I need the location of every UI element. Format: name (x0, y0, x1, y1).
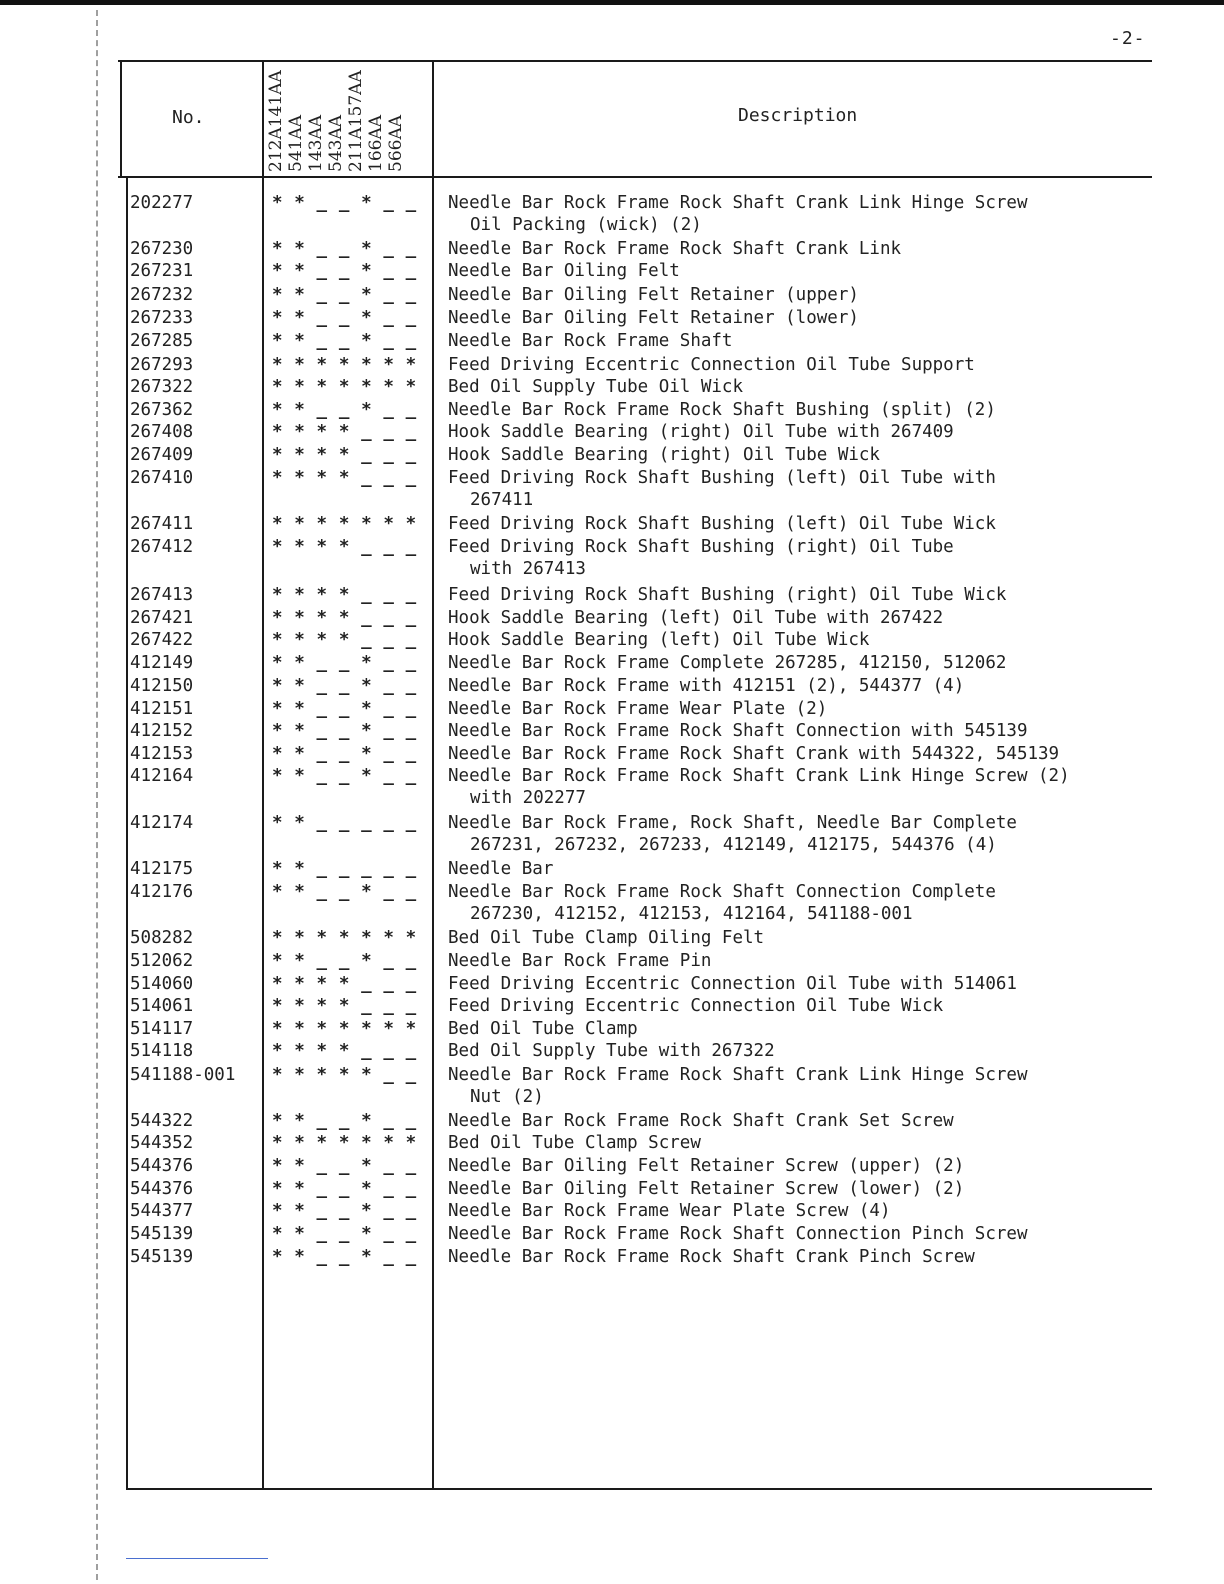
description-line: Feed Driving Eccentric Connection Oil Tube Wick (448, 996, 944, 1016)
part-number: 508282 (130, 928, 194, 948)
part-number: 267233 (130, 308, 194, 328)
part-description (448, 284, 859, 306)
model-availability-marks: * * * * _ _ _ (272, 630, 417, 650)
description-line: Needle Bar Rock Frame Rock Shaft Connection with 545139 (448, 721, 1028, 741)
description-line: Needle Bar Rock Frame Complete 267285, 412150, 512062 (448, 653, 1007, 673)
part-description (448, 421, 954, 443)
part-description (448, 995, 943, 1017)
part-description (448, 765, 1070, 809)
description-line: Hook Saddle Bearing (left) Oil Tube with 267422 (448, 608, 944, 628)
description-line: Needle Bar Oiling Felt Retainer (upper) (448, 285, 859, 305)
table-left-border (120, 62, 122, 176)
part-description (448, 307, 859, 329)
description-line: Needle Bar Rock Frame Rock Shaft Connection Complete (448, 882, 996, 902)
model-availability-marks: * * _ _ * _ _ (272, 676, 417, 696)
model-label: 143AA (306, 114, 326, 172)
model-availability-marks: * * * * _ _ _ (272, 468, 417, 488)
header-description-label: Description (738, 105, 858, 126)
model-label: 566AA (386, 114, 406, 172)
part-number: 514118 (130, 1041, 194, 1061)
part-number: 267285 (130, 331, 194, 351)
model-availability-marks: * * _ _ * _ _ (272, 1179, 417, 1199)
part-description (448, 1246, 975, 1268)
part-number: 544376 (130, 1156, 194, 1176)
model-availability-marks: * * * * _ _ _ (272, 996, 417, 1016)
part-number: 514117 (130, 1019, 194, 1039)
model-availability-marks: * * _ _ * _ _ (272, 400, 417, 420)
part-description (448, 192, 1027, 236)
part-description (448, 698, 827, 720)
description-line: Bed Oil Tube Clamp Screw (448, 1133, 701, 1153)
part-description (448, 950, 711, 972)
model-availability-marks: * * * * * * * (272, 928, 417, 948)
part-description (448, 376, 743, 398)
part-description (448, 881, 996, 925)
part-number: 267408 (130, 422, 194, 442)
model-availability-marks: * * _ _ * _ _ (272, 744, 417, 764)
page-number: -2- (1110, 28, 1146, 49)
description-line: Feed Driving Rock Shaft Bushing (right) Oil Tube Wick (448, 585, 1007, 605)
part-number: 267412 (130, 537, 194, 557)
part-number: 514060 (130, 974, 194, 994)
part-number: 412150 (130, 676, 194, 696)
description-line: Hook Saddle Bearing (right) Oil Tube with 267409 (448, 422, 954, 442)
part-number: 267293 (130, 355, 194, 375)
description-line: Feed Driving Rock Shaft Bushing (right) Oil Tube (448, 537, 954, 557)
description-line: Needle Bar Rock Frame Shaft (448, 331, 733, 351)
description-line: Hook Saddle Bearing (left) Oil Tube Wick (448, 630, 870, 650)
description-line: Needle Bar Rock Frame Rock Shaft Crank Link Hinge Screw (448, 193, 1028, 213)
part-number: 544322 (130, 1111, 194, 1131)
model-header-labels (266, 64, 428, 172)
description-line: Needle Bar Rock Frame with 412151 (2), 544377 (4) (448, 676, 965, 696)
description-line: Needle Bar Rock Frame Rock Shaft Bushing (split) (2) (448, 400, 996, 420)
part-description (448, 927, 764, 949)
part-description (448, 1223, 1027, 1245)
part-number: 267410 (130, 468, 194, 488)
model-availability-marks: * * _ _ * _ _ (272, 331, 417, 351)
part-description (448, 399, 996, 421)
part-description (448, 513, 996, 535)
description-line: Bed Oil Supply Tube with 267322 (448, 1041, 775, 1061)
part-number: 514061 (130, 996, 194, 1016)
description-continuation: Nut (2) (470, 1087, 544, 1107)
description-line: Feed Driving Rock Shaft Bushing (left) Oil Tube with (448, 468, 996, 488)
description-line: Needle Bar Rock Frame Rock Shaft Crank Set Screw (448, 1111, 954, 1131)
model-availability-marks: * * * * _ _ _ (272, 422, 417, 442)
part-description (448, 330, 732, 352)
part-number: 544377 (130, 1201, 194, 1221)
table-top-line (118, 60, 1152, 62)
model-availability-marks: * * * * _ _ _ (272, 608, 417, 628)
model-availability-marks: * * * * _ _ _ (272, 1041, 417, 1061)
part-description (448, 973, 1017, 995)
part-description (448, 858, 553, 880)
description-line: Feed Driving Rock Shaft Bushing (left) Oil Tube Wick (448, 514, 996, 534)
description-line: Bed Oil Supply Tube Oil Wick (448, 377, 744, 397)
description-continuation: 267411 (470, 490, 534, 510)
part-number: 267421 (130, 608, 194, 628)
part-number: 412151 (130, 699, 194, 719)
model-availability-marks: * * _ _ _ _ _ (272, 813, 417, 833)
description-continuation: Oil Packing (wick) (2) (470, 215, 702, 235)
model-availability-marks: * * _ _ * _ _ (272, 721, 417, 741)
top-edge-rule (0, 0, 1224, 5)
part-description (448, 743, 1059, 765)
description-line: Feed Driving Eccentric Connection Oil Tube Support (448, 355, 975, 375)
part-description (448, 1178, 964, 1200)
model-availability-marks: * * * * * * * (272, 1133, 417, 1153)
model-availability-marks: * * * * _ _ _ (272, 445, 417, 465)
description-line: Needle Bar Rock Frame Rock Shaft Crank Link Hinge Screw (448, 1065, 1028, 1085)
part-number: 412175 (130, 859, 194, 879)
model-availability-marks: * * * * _ _ _ (272, 585, 417, 605)
part-number: 412149 (130, 653, 194, 673)
part-number: 412176 (130, 882, 194, 902)
part-description (448, 675, 964, 697)
model-availability-marks: * * * * * _ _ (272, 1065, 417, 1085)
part-number: 267231 (130, 261, 194, 281)
part-description (448, 260, 680, 282)
description-line: Bed Oil Tube Clamp Oiling Felt (448, 928, 765, 948)
part-description (448, 354, 975, 376)
description-line: Hook Saddle Bearing (right) Oil Tube Wick (448, 445, 880, 465)
description-line: Needle Bar Rock Frame Rock Shaft Crank Link (448, 239, 902, 259)
part-description (448, 238, 901, 260)
part-number: 412153 (130, 744, 194, 764)
part-number: 412152 (130, 721, 194, 741)
part-description (448, 444, 880, 466)
model-availability-marks: * * _ _ * _ _ (272, 285, 417, 305)
model-availability-marks: * * _ _ * _ _ (272, 951, 417, 971)
model-availability-marks: * * _ _ * _ _ (272, 1111, 417, 1131)
description-line: Needle Bar Rock Frame Rock Shaft Crank Pinch Screw (448, 1247, 975, 1267)
description-line: Needle Bar Rock Frame, Rock Shaft, Needle Bar Complete (448, 813, 1017, 833)
part-number: 267230 (130, 239, 194, 259)
model-availability-marks: * * * * * * * (272, 514, 417, 534)
model-availability-marks: * * _ _ * _ _ (272, 1156, 417, 1176)
header-no-label: No. (172, 107, 205, 128)
part-number: 544352 (130, 1133, 194, 1153)
model-availability-marks: * * _ _ * _ _ (272, 882, 417, 902)
description-continuation: 267231, 267232, 267233, 412149, 412175, 544376 (4) (470, 835, 997, 855)
model-label: 543AA (326, 114, 346, 172)
header-bottom-line (118, 176, 1152, 178)
part-number: 267413 (130, 585, 194, 605)
description-line: Feed Driving Eccentric Connection Oil Tube with 514061 (448, 974, 1017, 994)
part-description (448, 1132, 701, 1154)
part-number: 544376 (130, 1179, 194, 1199)
part-number: 545139 (130, 1247, 194, 1267)
part-description (448, 1110, 954, 1132)
description-line: Needle Bar Rock Frame Rock Shaft Connection Pinch Screw (448, 1224, 1028, 1244)
bottom-margin-stub (126, 1558, 268, 1559)
part-number: 412174 (130, 813, 194, 833)
part-number: 267232 (130, 285, 194, 305)
description-continuation: 267230, 412152, 412153, 412164, 541188-001 (470, 904, 913, 924)
part-description (448, 467, 996, 511)
left-margin-line (96, 10, 98, 1580)
part-number: 267322 (130, 377, 194, 397)
description-line: Needle Bar Rock Frame Rock Shaft Crank Link Hinge Screw (2) (448, 766, 1070, 786)
part-description (448, 607, 943, 629)
model-availability-marks: * * * * _ _ _ (272, 537, 417, 557)
model-availability-marks: * * _ _ * _ _ (272, 699, 417, 719)
model-label: 212A141AA (266, 70, 286, 172)
model-availability-marks: * * _ _ * _ _ (272, 653, 417, 673)
part-number: 267422 (130, 630, 194, 650)
model-availability-marks: * * * * _ _ _ (272, 974, 417, 994)
column-divider-models (262, 62, 264, 1488)
part-number: 512062 (130, 951, 194, 971)
model-availability-marks: * * _ _ * _ _ (272, 766, 417, 786)
description-line: Needle Bar Oiling Felt Retainer (lower) (448, 308, 859, 328)
part-number: 267409 (130, 445, 194, 465)
description-line: Needle Bar (448, 859, 554, 879)
model-label: 541AA (286, 114, 306, 172)
part-description (448, 1018, 638, 1040)
part-number: 545139 (130, 1224, 194, 1244)
model-availability-marks: * * _ _ * _ _ (272, 1224, 417, 1244)
model-label: 211A157AA (346, 70, 366, 172)
model-availability-marks: * * _ _ * _ _ (272, 261, 417, 281)
part-description (448, 536, 954, 580)
part-description (448, 720, 1027, 742)
part-number: 541188-001 (130, 1065, 236, 1085)
part-description (448, 1155, 964, 1177)
table-left-border-lower (126, 178, 128, 1488)
description-line: Needle Bar Oiling Felt Retainer Screw (lower) (2) (448, 1179, 965, 1199)
model-availability-marks: * * * * * * * (272, 355, 417, 375)
part-description (448, 1200, 891, 1222)
model-availability-marks: * * _ _ _ _ _ (272, 859, 417, 879)
part-description (448, 1040, 775, 1062)
model-availability-marks: * * _ _ * _ _ (272, 1247, 417, 1267)
part-number: 202277 (130, 193, 194, 213)
part-number: 412164 (130, 766, 194, 786)
part-number: 267362 (130, 400, 194, 420)
part-number: 267411 (130, 514, 194, 534)
description-line: Needle Bar Oiling Felt Retainer Screw (upper) (2) (448, 1156, 965, 1176)
description-continuation: with 267413 (470, 559, 586, 579)
model-availability-marks: * * _ _ * _ _ (272, 1201, 417, 1221)
description-continuation: with 202277 (470, 788, 586, 808)
description-line: Bed Oil Tube Clamp (448, 1019, 638, 1039)
description-line: Needle Bar Rock Frame Wear Plate (2) (448, 699, 828, 719)
model-availability-marks: * * _ _ * _ _ (272, 308, 417, 328)
table-bottom-line (126, 1488, 1152, 1490)
description-line: Needle Bar Rock Frame Pin (448, 951, 712, 971)
model-label: 166AA (366, 114, 386, 172)
description-line: Needle Bar Rock Frame Rock Shaft Crank with 544322, 545139 (448, 744, 1060, 764)
part-description (448, 812, 1017, 856)
model-availability-marks: * * _ _ * _ _ (272, 239, 417, 259)
description-line: Needle Bar Oiling Felt (448, 261, 680, 281)
part-description (448, 584, 1006, 606)
model-availability-marks: * * _ _ * _ _ (272, 193, 417, 213)
model-availability-marks: * * * * * * * (272, 1019, 417, 1039)
part-description (448, 1064, 1027, 1108)
description-line: Needle Bar Rock Frame Wear Plate Screw (4) (448, 1201, 891, 1221)
column-divider-description (432, 62, 434, 1488)
model-availability-marks: * * * * * * * (272, 377, 417, 397)
part-description (448, 629, 869, 651)
part-description (448, 652, 1006, 674)
